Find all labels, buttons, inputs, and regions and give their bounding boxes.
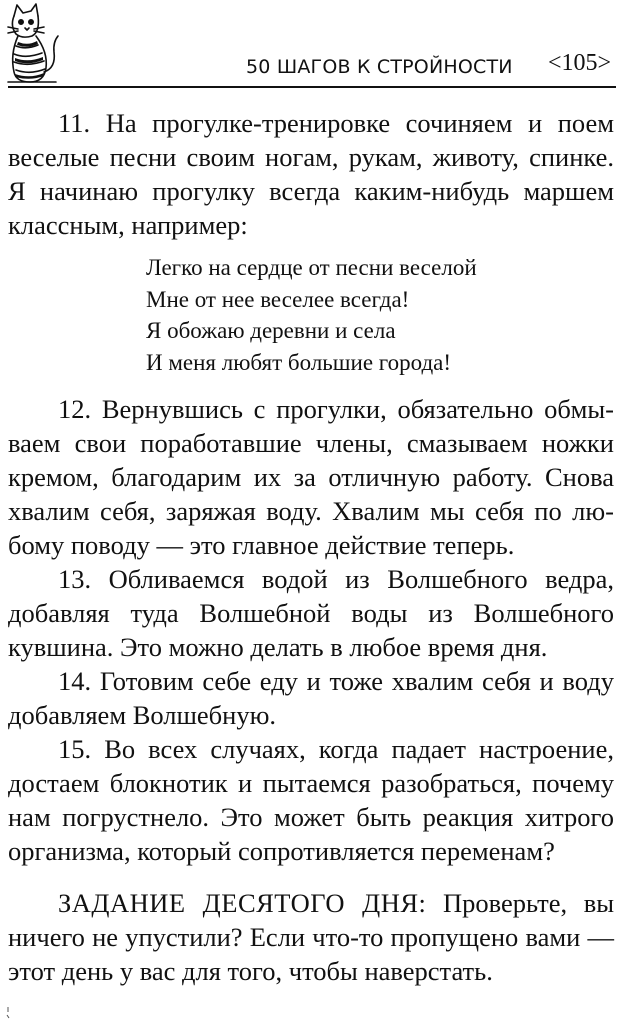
task-paragraph: [8, 886, 614, 988]
paragraph-14: 14. Готовим себе еду и тоже хвалим себя и воду добавляем Волшебную.: [8, 666, 614, 730]
paragraph-11: 11. На прогулке-тренировке сочиняем и поем веселые песни своим ногам, рукам, животу, спинке. Я начинаю прогулку всегда каким-нибудь маршем классным, например:: [8, 108, 614, 240]
paragraph-15: 15. Во всех случаях, когда падает настроение, достаем блокнотик и пытаемся разобраться, почему нам погрустнело. Это может быть реакция хитрого организма, который сопротивляется переменам?: [8, 734, 614, 866]
task-text: Проверьте, вы ничего не упустили? Если что-то пропущено вами — этот день у вас для того, чтобы наверстать.: [8, 888, 615, 986]
paragraph-13: 13. Обливаемся водой из Волшебного ведра, добавляя туда Волшебной воды из Волшебного кувшина. Это можно делать в любое время дня.: [8, 564, 614, 662]
scan-mark: [6, 1006, 10, 1020]
poem-line: И меня любят большие города!: [146, 349, 452, 375]
running-title: 50 ШАГОВ К СТРОЙНОСТИ: [246, 56, 513, 78]
page-number: <105>: [548, 50, 612, 76]
task-heading: ЗАДАНИЕ ДЕСЯТОГО ДНЯ:: [58, 888, 427, 918]
poem-line: Легко на сердце от песни веселой: [146, 255, 477, 280]
page-body: [8, 106, 614, 988]
paragraph-12: 12. Вернувшись с прогулки, обязательно обмываем свои поработавшие члены, смазываем ножки кремом, благодарим их за отличную работу. Снова хвалим себя, заряжая воду. Хвалим мы себя по любому поводу — это главное действие теперь.: [8, 394, 614, 560]
poem: [146, 252, 614, 378]
poem-line: Мне от нее веселее всегда!: [146, 286, 410, 312]
header-rule: [8, 86, 616, 88]
striped-cat-icon: [4, 2, 60, 86]
poem-line: Я обожаю деревни и села: [146, 318, 396, 343]
page-header: [0, 0, 620, 92]
